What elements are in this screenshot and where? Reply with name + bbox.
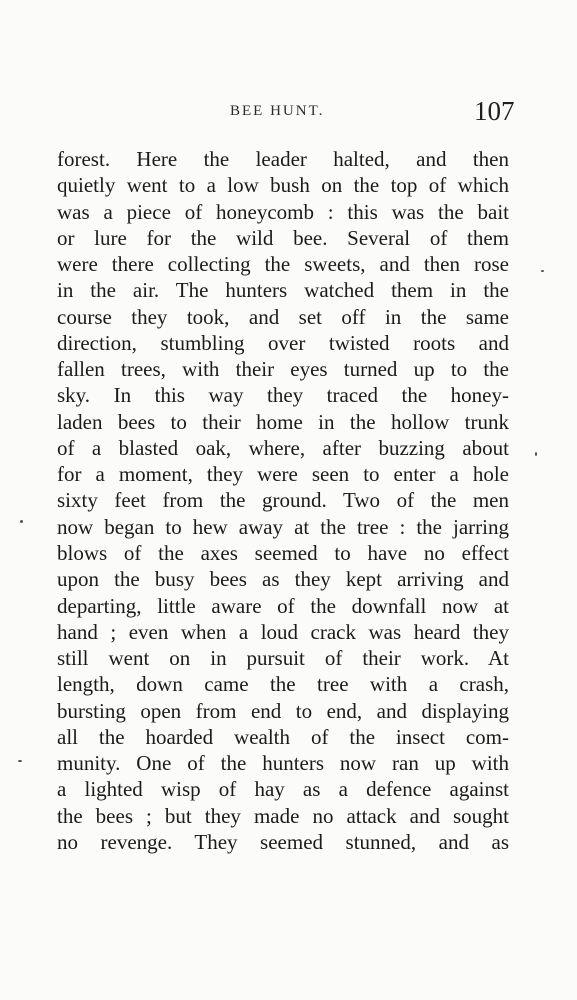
- body-text: [57, 146, 509, 855]
- text-line: now began to hew away at the tree : the jarring: [57, 514, 509, 539]
- text-line: or lure for the wild bee. Several of them: [57, 225, 509, 250]
- print-speck: [535, 452, 537, 456]
- text-line: quietly went to a low bush on the top of which: [57, 173, 509, 198]
- text-line: no revenge. They seemed stunned, and as: [57, 829, 509, 854]
- text-line: course they took, and set off in the same: [57, 304, 509, 329]
- text-line: direction, stumbling over twisted roots and: [57, 330, 509, 355]
- text-line: a lighted wisp of hay as a defence against: [57, 777, 509, 802]
- text-line: hand ; even when a loud crack was heard they: [57, 619, 509, 644]
- text-line: length, down came the tree with a crash,: [57, 672, 509, 697]
- text-line: was a piece of honeycomb : this was the bait: [57, 199, 509, 224]
- text-line: laden bees to their home in the hollow trunk: [57, 409, 509, 434]
- text-line: of a blasted oak, where, after buzzing about: [57, 435, 509, 460]
- running-title: BEE HUNT.: [230, 103, 325, 119]
- text-line: for a moment, they were seen to enter a hole: [57, 462, 509, 487]
- page-number: 107: [474, 96, 515, 126]
- print-speck: [18, 760, 22, 762]
- text-line: fallen trees, with their eyes turned up to the: [57, 357, 509, 382]
- print-speck: [541, 270, 544, 272]
- text-line: all the hoarded wealth of the insect com-: [57, 724, 509, 749]
- text-line: munity. One of the hunters now ran up with: [57, 751, 509, 776]
- text-line: were there collecting the sweets, and then rose: [57, 252, 509, 277]
- text-line: upon the busy bees as they kept arriving and: [57, 567, 509, 592]
- text-line: departing, little aware of the downfall now at: [57, 593, 509, 618]
- text-line: forest. Here the leader halted, and then: [57, 147, 509, 171]
- text-line: in the air. The hunters watched them in the: [57, 278, 509, 303]
- running-head: [0, 98, 577, 128]
- text-line: sixty feet from the ground. Two of the men: [57, 488, 509, 513]
- text-line: sky. In this way they traced the honey-: [57, 383, 509, 408]
- text-line: blows of the axes seemed to have no effect: [57, 540, 509, 565]
- print-speck: [20, 520, 23, 523]
- text-line: bursting open from end to end, and displaying: [57, 698, 509, 723]
- text-line: the bees ; but they made no attack and sought: [57, 803, 509, 828]
- text-line: still went on in pursuit of their work. At: [57, 646, 509, 671]
